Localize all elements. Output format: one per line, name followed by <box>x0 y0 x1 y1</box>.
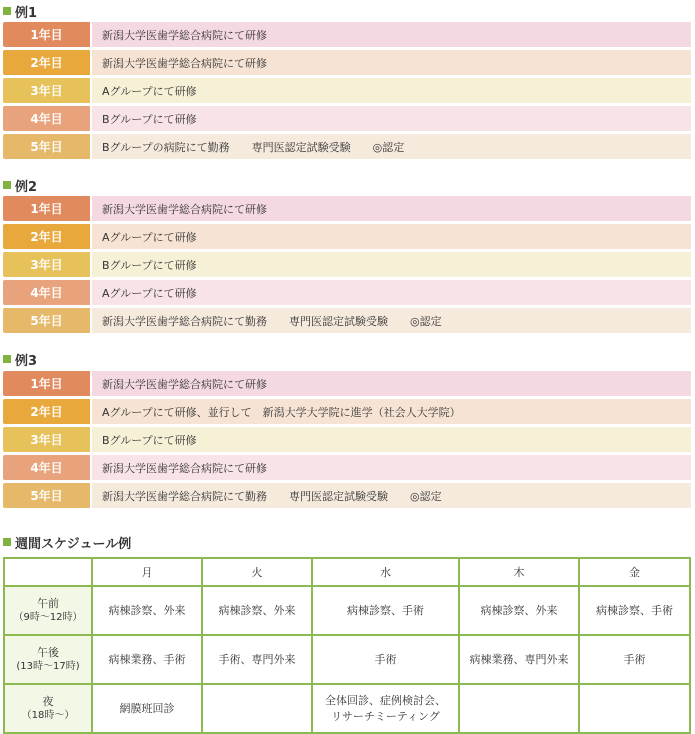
time-slot-label <box>4 684 92 733</box>
section-title-text: 例2 <box>15 179 38 195</box>
year-row <box>3 224 691 249</box>
year-label: 5年目 <box>3 483 90 508</box>
day-header: 水 <box>312 558 459 586</box>
year-label: 2年目 <box>3 399 90 424</box>
year-description: 新潟大学医歯学総合病院にて研修 <box>92 196 691 221</box>
year-description: 新潟大学医歯学総合病院にて研修 <box>92 22 691 47</box>
time-slot-range: (13時〜17時) <box>16 661 80 673</box>
weekly-schedule-table <box>3 557 691 734</box>
year-label: 5年目 <box>3 134 90 159</box>
year-description: 新潟大学医歯学総合病院にて研修 <box>92 371 691 396</box>
year-label: 4年目 <box>3 280 90 305</box>
year-row <box>3 22 691 47</box>
year-description: Aグループにて研修、並行して 新潟大学大学院に進学（社会人大学院） <box>92 399 691 424</box>
day-header: 金 <box>579 558 690 586</box>
schedule-cell: 病棟診察、外来 <box>202 586 312 635</box>
schedule-cell: 網膜班回診 <box>92 684 202 733</box>
schedule-cell: 全体回診、症例検討会、 リサーチミーティング <box>312 684 459 733</box>
schedule-cell: 手術、専門外来 <box>202 635 312 684</box>
schedule-cell: 病棟診察、手術 <box>312 586 459 635</box>
year-description: 新潟大学医歯学総合病院にて勤務 専門医認定試験受験 ◎認定 <box>92 483 691 508</box>
schedule-cell: 病棟診察、手術 <box>579 586 690 635</box>
green-square-icon <box>3 538 11 546</box>
year-description: Bグループの病院にて勤務 専門医認定試験受験 ◎認定 <box>92 134 691 159</box>
green-square-icon <box>3 181 11 189</box>
year-label: 3年目 <box>3 427 90 452</box>
year-row <box>3 196 691 221</box>
schedule-cell: 病棟診察、外来 <box>459 586 579 635</box>
schedule-cell: 手術 <box>579 635 690 684</box>
year-label: 2年目 <box>3 224 90 249</box>
year-description: 新潟大学医歯学総合病院にて研修 <box>92 50 691 75</box>
year-description: 新潟大学医歯学総合病院にて勤務 専門医認定試験受験 ◎認定 <box>92 308 691 333</box>
year-row <box>3 280 691 305</box>
year-label: 4年目 <box>3 106 90 131</box>
year-label: 3年目 <box>3 78 90 103</box>
time-slot-label <box>4 586 92 635</box>
green-square-icon <box>3 7 11 15</box>
year-description: Bグループにて研修 <box>92 427 691 452</box>
year-row <box>3 483 691 508</box>
year-row <box>3 308 691 333</box>
schedule-cell <box>202 684 312 733</box>
schedule-cell: 病棟業務、専門外来 <box>459 635 579 684</box>
time-slot-name: 午後 <box>37 645 59 659</box>
year-label: 1年目 <box>3 196 90 221</box>
section-title-text: 週間スケジュール例 <box>15 536 132 552</box>
schedule-cell <box>459 684 579 733</box>
section-title-schedule <box>3 533 131 551</box>
time-slot-range: （9時〜12時） <box>13 612 83 624</box>
year-row <box>3 455 691 480</box>
day-header: 火 <box>202 558 312 586</box>
time-slot-range: （18時〜） <box>21 710 75 722</box>
section-title-text: 例1 <box>15 5 38 21</box>
time-slot-name: 夜 <box>42 694 54 708</box>
section-title-text: 例3 <box>15 353 38 369</box>
year-row <box>3 134 691 159</box>
schedule-cell: 病棟業務、手術 <box>92 635 202 684</box>
section-title-example3 <box>3 350 37 368</box>
time-slot-name: 午前 <box>37 596 59 610</box>
year-description: 新潟大学医歯学総合病院にて研修 <box>92 455 691 480</box>
year-label: 2年目 <box>3 50 90 75</box>
schedule-row <box>4 586 690 635</box>
year-description: Aグループにて研修 <box>92 78 691 103</box>
section-title-example2 <box>3 176 37 194</box>
schedule-header-row <box>4 558 690 586</box>
year-label: 1年目 <box>3 371 90 396</box>
section-title-example1 <box>3 2 37 20</box>
schedule-row <box>4 635 690 684</box>
schedule-cell <box>579 684 690 733</box>
year-row <box>3 106 691 131</box>
time-slot-label <box>4 635 92 684</box>
year-description: Bグループにて研修 <box>92 106 691 131</box>
year-label: 5年目 <box>3 308 90 333</box>
green-square-icon <box>3 355 11 363</box>
year-label: 1年目 <box>3 22 90 47</box>
schedule-corner-cell <box>4 558 92 586</box>
day-header: 木 <box>459 558 579 586</box>
year-row <box>3 50 691 75</box>
year-row <box>3 371 691 396</box>
year-row <box>3 78 691 103</box>
year-row <box>3 252 691 277</box>
year-row <box>3 399 691 424</box>
year-label: 3年目 <box>3 252 90 277</box>
year-description: Aグループにて研修 <box>92 280 691 305</box>
year-description: Aグループにて研修 <box>92 224 691 249</box>
day-header: 月 <box>92 558 202 586</box>
schedule-cell: 病棟診察、外来 <box>92 586 202 635</box>
year-description: Bグループにて研修 <box>92 252 691 277</box>
year-row <box>3 427 691 452</box>
year-label: 4年目 <box>3 455 90 480</box>
schedule-row <box>4 684 690 733</box>
schedule-cell: 手術 <box>312 635 459 684</box>
